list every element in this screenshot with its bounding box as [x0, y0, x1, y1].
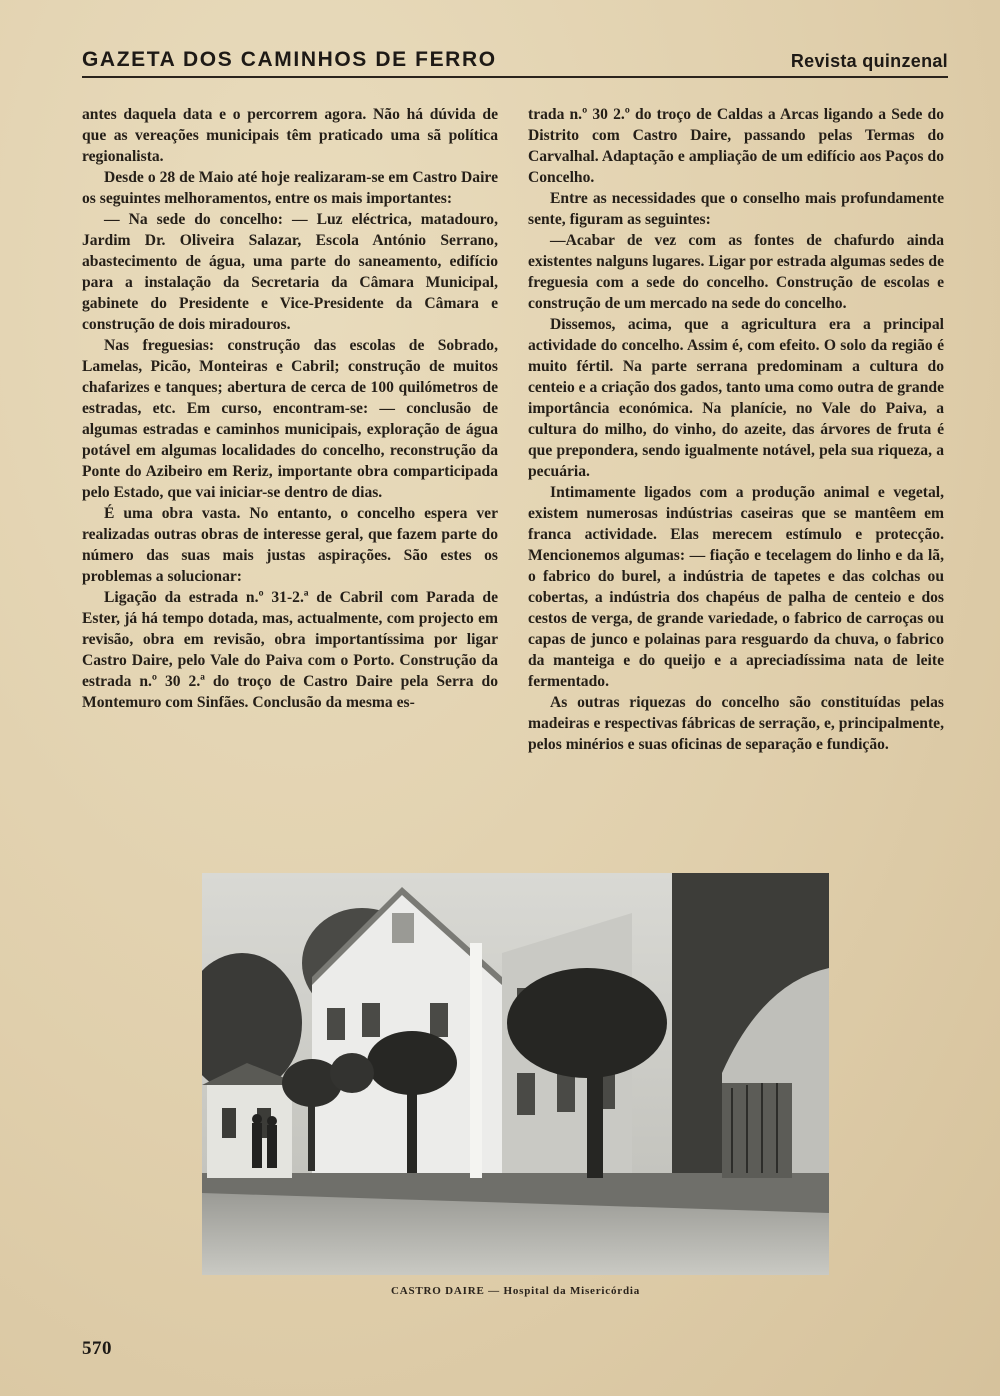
paragraph: antes daquela data e o percorrem agora. Não há dúvida de que as vereações municipais têm praticado uma sã política regionalista. — [82, 106, 498, 165]
paragraph: Entre as necessidades que o conselho mais profundamente sente, figuram as seguintes: — [528, 190, 944, 228]
paragraph: Ligação da estrada n.º 31-2.ª de Cabril com Parada de Ester, já há tempo dotada, mas, actualmente, com projecto em revisão, obra em revisão, obra importantíssima por ligar Castro Daire, pelo Vale do Paiva com o Porto. Construção da estrada n.º 30 2.ª do troço de Castro Daire pela Serra do Montemuro com Sinfães. Conclusão da mesma es- — [82, 589, 498, 711]
journal-subtitle: Revista quinzenal — [790, 51, 948, 71]
paragraph: — Na sede do concelho: — Luz eléctrica, matadouro, Jardim Dr. Oliveira Salazar, Escola António Serrano, abastecimento de água, uma parte do saneamento, edifício para a instalação da Secretaria da Câmara Municipal, gabinete do Presidente e Vice-Presidente da Câmara e construção de dois miradouros. — [82, 211, 498, 333]
paragraph: Intimamente ligados com a produção animal e vegetal, existem numerosas indústrias caseiras que se mantêem em franca actividade. Elas merecem estímulo e protecção. Mencionemos algumas: — fiação e tecelagem do linho e da lã, o fabrico do burel, a indústria de tapetes e das colchas ou cobertas, a indústria dos chapéus de palha de centeio e dos cestos de verga, de grande variedade, o fabrico de carroças ou capas de junco e polainas para resguardo da chuva, o fabrico da manteiga e do queijo e a apreciadíssima nata de leite fermentado. — [528, 484, 944, 690]
paragraph: —Acabar de vez com as fontes de chafurdo ainda existentes nalguns lugares. Ligar por estrada algumas sedes de freguesia com a sede do concelho. Construção de escolas e construção de um mercado na sede do concelho. — [528, 232, 944, 312]
page-number: 570 — [82, 1338, 112, 1359]
paragraph: As outras riquezas do concelho são constituídas pelas madeiras e respectivas fábricas de serração, e, principalmente, pelos minérios e suas oficinas de separação e fundição. — [528, 694, 944, 753]
paragraph: Desde o 28 de Maio até hoje realizaram-se em Castro Daire os seguintes melhoramentos, entre os mais importantes: — [82, 169, 498, 207]
paragraph: É uma obra vasta. No entanto, o concelho espera ver realizadas outras obras de interesse geral, que fazem parte do número das suas mais justas aspirações. São estes os problemas a solucionar: — [82, 505, 498, 585]
running-header — [82, 38, 948, 72]
paragraph: trada n.º 30 2.º do troço de Caldas a Arcas ligando a Sede do Distrito com Castro Daire, passando pelas Termas do Carvalhal. Adaptação e ampliação de um edifício aos Paços do Concelho. — [528, 106, 944, 186]
hospital-photograph — [202, 873, 829, 1275]
paragraph: Dissemos, acima, que a agricultura era a principal actividade do concelho. Assim é, com efeito. O solo da região é muito fértil. Na parte serrana predominam a cultura do centeio e a criação dos gados, tanto uma como outra de grande importância económica. Na planície, no Vale do Paiva, a cultura do milho, do vinho, do azeite, das árvores de fruta é que prepondera, sendo igualmente notável, pela sua riqueza, a pecuária. — [528, 316, 944, 480]
photo-caption: CASTRO DAIRE — Hospital da Misericórdia — [390, 1285, 641, 1297]
left-column — [82, 104, 498, 713]
paragraph: Nas freguesias: construção das escolas de Sobrado, Lamelas, Picão, Monteiras e Cabril; construção de muitos chafarizes e tanques; abertura de cerca de 100 quilómetros de estradas, etc. Em curso, encontram-se: — conclusão de algumas estradas e caminhos municipais, exploração de água potável em algumas localidades do concelho, reconstrução da Ponte do Azibeiro em Reriz, importante obra comparticipada pelo Estado, que vai iniciar-se dentro de dias. — [82, 337, 498, 501]
photo-illustration — [202, 873, 829, 1275]
right-column — [528, 104, 944, 755]
journal-title: GAZETA DOS CAMINHOS DE FERRO — [82, 48, 497, 71]
header-rule — [82, 76, 948, 78]
